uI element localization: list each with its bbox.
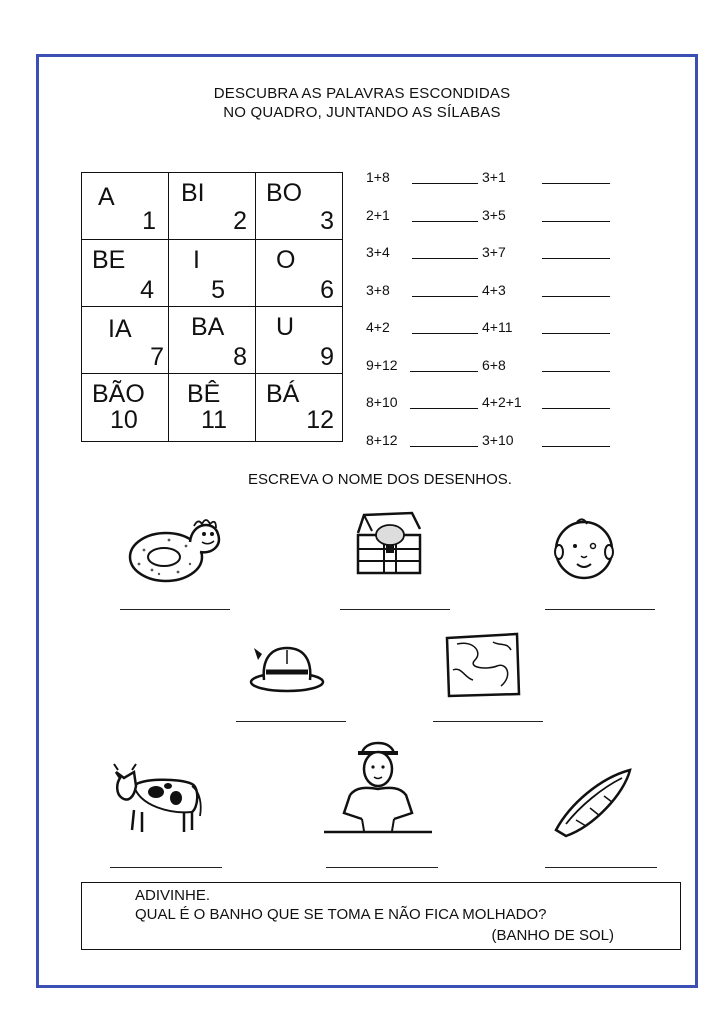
syllable: BA xyxy=(191,313,225,341)
syllable: I xyxy=(193,246,200,274)
sum-right: 3+1 xyxy=(482,169,506,185)
answer-line[interactable] xyxy=(110,867,222,868)
answer-blank[interactable] xyxy=(412,333,478,334)
sum-left: 8+10 xyxy=(366,394,398,410)
grid-cell xyxy=(256,173,342,240)
grid-cell xyxy=(256,307,342,374)
riddle-label: ADIVINHE. xyxy=(135,887,211,904)
cell-number: 2 xyxy=(233,207,247,235)
sum-left: 3+8 xyxy=(366,282,390,298)
sum-right: 3+5 xyxy=(482,207,506,223)
answer-blank[interactable] xyxy=(412,296,478,297)
cell-number: 10 xyxy=(110,406,138,434)
grid-cell xyxy=(82,307,169,374)
sum-left: 8+12 xyxy=(366,432,398,448)
syllable-grid xyxy=(81,172,343,442)
answer-line[interactable] xyxy=(545,867,657,868)
cell-number: 3 xyxy=(320,207,334,235)
syllable: A xyxy=(98,183,115,211)
grid-cell xyxy=(169,307,256,374)
syllable: BÊ xyxy=(187,380,221,408)
section-title-drawings: ESCREVA O NOME DOS DESENHOS. xyxy=(248,471,512,488)
treasure-chest-icon xyxy=(350,505,430,580)
answer-blank[interactable] xyxy=(542,371,610,372)
grid-cell xyxy=(169,374,256,441)
sum-left: 3+4 xyxy=(366,244,390,260)
answer-blank[interactable] xyxy=(542,296,610,297)
answer-blank[interactable] xyxy=(542,221,610,222)
cell-number: 5 xyxy=(211,276,225,304)
answer-blank[interactable] xyxy=(410,446,478,447)
answer-line[interactable] xyxy=(326,867,438,868)
page-title-line1: DESCUBRA AS PALAVRAS ESCONDIDAS xyxy=(213,85,511,102)
answer-line[interactable] xyxy=(120,609,230,610)
answer-blank[interactable] xyxy=(410,408,478,409)
answer-blank[interactable] xyxy=(412,221,478,222)
sum-right: 3+10 xyxy=(482,432,514,448)
sum-left: 4+2 xyxy=(366,319,390,335)
cell-number: 1 xyxy=(142,207,156,235)
map-icon xyxy=(443,630,523,698)
sum-left: 2+1 xyxy=(366,207,390,223)
syllable: BÃO xyxy=(92,380,145,408)
riddle-answer: (BANHO DE SOL) xyxy=(491,927,614,944)
grid-cell xyxy=(256,240,342,307)
grid-cell xyxy=(82,173,169,240)
syllable: IA xyxy=(108,315,132,343)
canoe-icon xyxy=(550,764,635,840)
riddle-question: QUAL É O BANHO QUE SE TOMA E NÃO FICA MOLHADO? xyxy=(135,906,547,923)
cell-number: 9 xyxy=(320,343,334,371)
answer-blank[interactable] xyxy=(542,333,610,334)
cell-number: 12 xyxy=(306,406,334,434)
sum-right: 4+2+1 xyxy=(482,394,522,410)
answer-line[interactable] xyxy=(236,721,346,722)
sum-right: 4+3 xyxy=(482,282,506,298)
sum-right: 4+11 xyxy=(482,319,513,335)
syllable: BI xyxy=(181,179,205,207)
cell-number: 7 xyxy=(150,343,164,371)
page-title-line2: NO QUADRO, JUNTANDO AS SÍLABAS xyxy=(223,104,501,121)
sum-left: 1+8 xyxy=(366,169,390,185)
cell-number: 6 xyxy=(320,276,334,304)
answer-blank[interactable] xyxy=(542,408,610,409)
sum-left: 9+12 xyxy=(366,357,398,373)
sum-right: 3+7 xyxy=(482,244,506,260)
answer-line[interactable] xyxy=(545,609,655,610)
hat-icon xyxy=(248,640,326,695)
syllable: O xyxy=(276,246,296,274)
riddle-box xyxy=(81,882,681,950)
answer-line[interactable] xyxy=(433,721,543,722)
grid-cell xyxy=(169,240,256,307)
cell-number: 11 xyxy=(201,406,227,434)
answer-blank[interactable] xyxy=(412,183,478,184)
syllable: BE xyxy=(92,246,126,274)
grid-cell xyxy=(256,374,342,441)
answer-blank[interactable] xyxy=(542,446,610,447)
answer-blank[interactable] xyxy=(410,371,478,372)
syllable: U xyxy=(276,313,295,341)
float-ring-icon xyxy=(124,512,224,587)
answer-blank[interactable] xyxy=(542,258,610,259)
cow-icon xyxy=(110,758,205,838)
answer-line[interactable] xyxy=(340,609,450,610)
grid-cell xyxy=(169,173,256,240)
sum-right: 6+8 xyxy=(482,357,506,373)
cell-number: 4 xyxy=(140,276,154,304)
grid-cell xyxy=(82,374,169,441)
woman-icon xyxy=(322,733,434,835)
syllable: BO xyxy=(266,179,303,207)
cell-number: 8 xyxy=(233,343,247,371)
answer-blank[interactable] xyxy=(412,258,478,259)
baby-face-icon xyxy=(553,514,615,584)
grid-cell xyxy=(82,240,169,307)
syllable: BÁ xyxy=(266,380,300,408)
answer-blank[interactable] xyxy=(542,183,610,184)
